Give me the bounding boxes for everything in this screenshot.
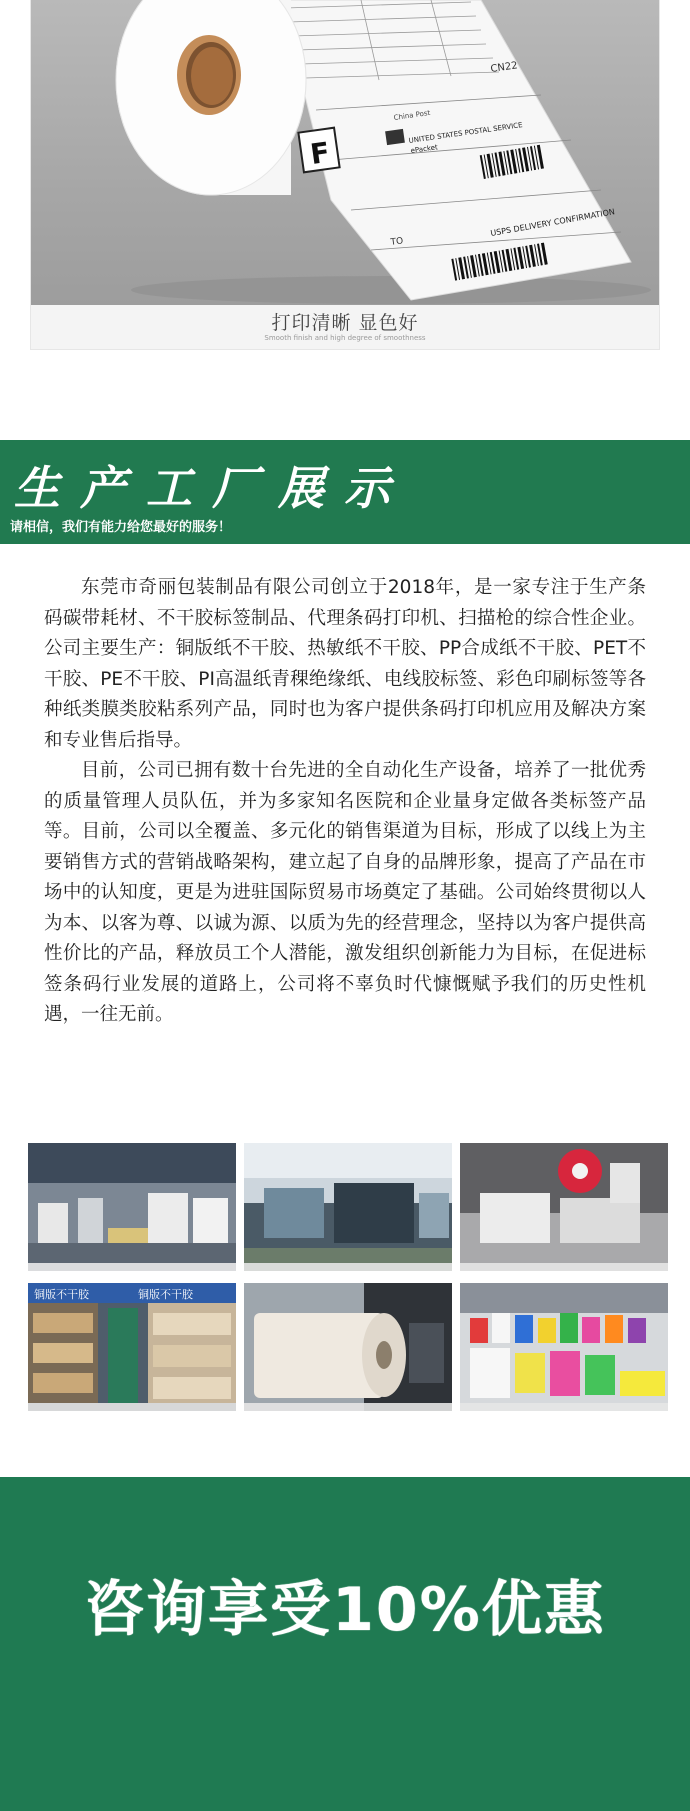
service-name: ePacket — [410, 143, 439, 155]
company-intro — [44, 573, 646, 1031]
section-title: 生产工厂展示 — [14, 461, 410, 515]
factory-photo-machines — [244, 1143, 452, 1271]
factory-photo-warehouse — [28, 1283, 236, 1411]
hero-photo-frame — [30, 0, 660, 350]
factory-photo-paper-roll — [244, 1283, 452, 1411]
hero-caption: 打印清晰 显色好 — [271, 312, 419, 334]
factory-photo-workshop — [28, 1143, 236, 1271]
to-label: TO — [390, 236, 404, 248]
label-roll-illustration — [31, 0, 659, 305]
postal-stamp: UNITED STATES POSTAL SERVICE — [408, 121, 524, 145]
promo-text: 咨询享受10%优惠 — [84, 1575, 606, 1645]
section-subtitle: 请相信，我们有能力给您最好的服务！ — [10, 520, 232, 535]
label-letter: F — [308, 135, 332, 172]
intro-paragraph: 目前，公司已拥有数十台先进的全自动化生产设备，培养了一批优秀的质量管理人员队伍，并为多家知名医院和企业量身定做各类标签产品等。目前，公司以全覆盖、多元化的销售渠道为目标，形成了以线上为主要销售方式的营销战略架构，建立起了自身的品牌形象，提高了产品在市场中的认知度，更是为进驻国际贸易市场奠定了基础。公司始终贯彻以人为本、以客为尊、以诚为源、以质为先的经营理念，坚持以为客户提供高性价比的产品，释放员工个人潜能，激发组织创新能力为目标，在促进标签条码行业发展的道路上，公司将不辜负时代慷慨赋予我们的历史性机遇，一往无前。 — [44, 760, 646, 1025]
promo-banner — [0, 1477, 690, 1811]
carrier-name: China Post — [393, 108, 431, 122]
shelf-sign: 铜版不干胶 — [138, 1288, 193, 1301]
factory-gallery — [28, 1143, 668, 1430]
factory-photo-printer — [460, 1143, 668, 1271]
tracking-label: USPS DELIVERY CONFIRMATION — [489, 207, 616, 238]
hero-subcaption: Smooth finish and high degree of smoothness — [264, 334, 426, 342]
intro-paragraph: 东莞市奇丽包装制品有限公司创立于2018年，是一家专注于生产条码碳带耗材、不干胶标签制品、代理条码打印机、扫描枪的综合性企业。公司主要生产：铜版纸不干胶、热敏纸不干胶、PP合成纸不干胶、PET不干胶、PE不干胶、PI高温纸青稞绝缘纸、电线胶标签、彩色印刷标签等各种纸类膜类胶粘系列产品，同时也为客户提供条码打印机应用及解决方案和专业售后指导。 — [44, 577, 646, 751]
factory-photo-color-rolls — [460, 1283, 668, 1411]
factory-section-header — [0, 440, 690, 544]
shelf-sign: 铜版不干胶 — [34, 1288, 89, 1301]
customs-code: CN22 — [489, 60, 519, 75]
label-roll-photo — [31, 0, 659, 305]
